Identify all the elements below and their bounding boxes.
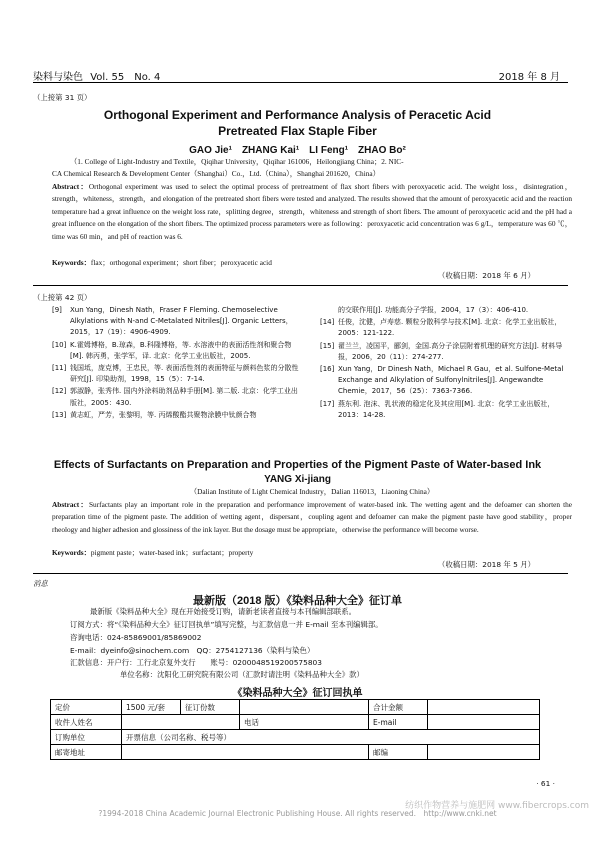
reference-item — [52, 340, 302, 362]
abstract-label: Abstract： — [52, 182, 89, 191]
total-label: 合计金额 — [369, 700, 428, 715]
journal-name: 染料与染色 — [33, 72, 83, 83]
keywords-text: pigment paste；water-based ink；surfactant；property — [90, 548, 254, 557]
article1-authors: GAO Jie¹ ZHANG Kai¹ LI Feng¹ ZHAO Bo² — [189, 145, 406, 156]
article2-keywords — [52, 547, 572, 559]
article1-keywords — [52, 257, 572, 269]
qty-field[interactable] — [240, 700, 369, 715]
section-rule — [33, 285, 568, 286]
references-right-column — [320, 305, 570, 422]
phone-label: 电话 — [244, 717, 259, 727]
reference-item — [52, 386, 302, 408]
watermark: 纺织作物营养与施肥网 www.fibercrops.com — [405, 801, 589, 811]
reference-item — [320, 317, 570, 339]
reference-item — [320, 305, 570, 316]
reference-text: 翟兰兰，凌国平，郦剑，金国.高分子涂层附着机理的研究方法[J]. 材料导报，2006，20（11）：274-277. — [338, 341, 563, 361]
article2-title: Effects of Surfactants on Preparation and Properties of the Pigment Paste of Water-based Ink — [53, 459, 542, 471]
article2-affiliation: （Dalian Institute of Light Chemical Industry，Dalian 116013，Liaoning China） — [189, 487, 435, 496]
price-value: 1500 元/套 — [122, 700, 181, 715]
reference-text: K.霍姆博格，B.琼森，B.科隆博格，等. 水溶液中的表面活性剂和聚合物[M]. 韩丙勇，张学军，译. 北京：化学工业出版社，2005. — [70, 340, 292, 360]
total-field[interactable] — [428, 700, 540, 715]
reference-number: [13] — [52, 410, 67, 419]
copyright-footer: ?1994-2018 China Academic Journal Electronic Publishing House. All rights reserved. http://www.cnki.net — [98, 809, 497, 818]
invoice-label: 开票信息（公司名称、税号等） — [126, 732, 231, 742]
notice-line-2: 订阅方式：将“《染料品种大全》征订回执单”填写完整，与汇款信息一并 E-mail 至本刊编辑部。 — [70, 620, 383, 629]
abstract-text: Orthogonal experiment was used to select the optimal process of pretreatment of flax short fibers with peroxyacetic acid. The weight loss，disintegration，strength，whiteness，strength，and elongation of the pretreated short fibers were tested and analyzed. The results showed that the amount of peroxyacetic acid and the reaction temperature had a great influence on the weight loss rate，splitting degree，strength，whiteness and strength of short fibers. The amount of peroxyacetic acid and the pH had a great influence on the elongation of the short fibers. The optimized process parameters were as following：peroxyacetic acid concentration was 6 g/L，temperature was 60 ℃，time was 60 min，and pH of reaction was 6. — [52, 182, 573, 241]
reference-number: [11] — [52, 364, 67, 373]
notice-line-6: 单位名称：沈阳化工研究院有限公司（汇款时请注明《染料品种大全》款） — [120, 670, 364, 679]
article2-abstract — [52, 499, 572, 536]
header-rule — [33, 82, 568, 83]
reference-number: [15] — [320, 341, 335, 350]
email-label: E-mail — [369, 715, 428, 730]
article2-author: YANG Xi-jiang — [264, 474, 331, 485]
recipient-field[interactable] — [122, 715, 240, 730]
article1-received-date: （收稿日期：2018 年 6 月） — [437, 271, 535, 280]
continued-from-note-2: （上接第 42 页） — [33, 293, 92, 302]
phone-cell[interactable] — [240, 715, 369, 730]
article1-abstract — [52, 181, 572, 243]
article1-title-line1: Orthogonal Experiment and Performance Analysis of Peracetic Acid — [103, 108, 492, 122]
org-label: 订购单位 — [51, 730, 122, 745]
reference-text: Xun Yang，Dinesh Nath，Fraser F Fleming. Chemoselective Alkylations with N-and C-Metalated Nitriles[J]. Organic Letters，2015，17（19）：4906-4909. — [70, 306, 293, 337]
issue-date: 2018 年 8 月 — [498, 72, 560, 83]
email-field[interactable] — [428, 715, 540, 730]
notice-line-4: E-mail：dyeinfo@sinochem.com QQ：2754127136（染料与染色） — [70, 646, 315, 655]
running-header — [33, 68, 160, 83]
price-label: 定价 — [51, 700, 122, 715]
notice-line-1: 最新版《染料品种大全》现在开始接受订购，请新老读者直接与本刊编辑部联系。 — [90, 607, 357, 616]
reference-item — [320, 341, 570, 363]
reference-text: 钱国坻，庞克博，王忠民，等. 表面活性剂的表面特征与颜料色浆的分散性研究[J]. 印染助剂，1998，15（5）：7-14. — [70, 364, 299, 384]
order-form-table — [50, 699, 540, 760]
reference-text: 郭淑静，张秀伟. 国内外涂料助剂品种手册[M]. 第二版. 北京：化学工业出版社，2005：430. — [70, 387, 298, 407]
keywords-label: Keywords： — [52, 548, 91, 557]
reference-number: [16] — [320, 365, 335, 374]
reference-item — [52, 363, 302, 385]
zip-label: 邮编 — [369, 745, 428, 760]
keywords-label: Keywords： — [52, 258, 91, 267]
notice-line-5: 汇款信息：开户行：工行北京复外支行 账号：0200048519200575803 — [70, 658, 322, 667]
zip-field[interactable] — [428, 745, 540, 760]
reference-text: 任俊，沈健，卢寿慈. 颗粒分散科学与技术[M]. 北京：化学工业出版社，2005：121-122. — [338, 318, 562, 338]
reference-item — [320, 364, 570, 398]
references-left-column — [52, 305, 302, 422]
reference-text: 的交联作用[J]. 功能高分子学报，2004，17（3）：406-410. — [338, 306, 529, 314]
section-label-news: 消息 — [33, 579, 48, 588]
article2-received-date: （收稿日期：2018 年 5 月） — [437, 560, 535, 569]
reference-text: 黄志虹，严芳，张黎明，等. 丙烯酸酯共聚物涂膜中钛颜合物 — [70, 410, 257, 419]
reference-number: [10] — [52, 340, 67, 349]
notice-line-3: 咨询电话：024-85869001/85869002 — [70, 633, 202, 642]
address-label: 邮寄地址 — [51, 745, 122, 760]
notice-title: 最新版（2018 版）《染料品种大全》征订单 — [192, 595, 403, 607]
reference-text: Xun Yang，Dr Dinesh Nath，Michael R Gau，et al. Sulfone-Metal Exchange and Alkylation of Sulfonylnitriles[J]. Angewandte Chemie，2017，56（25）：7363-7366. — [338, 365, 564, 396]
reference-item — [320, 399, 570, 421]
reference-number: [14] — [320, 318, 335, 327]
receipt-title: 《染料品种大全》征订回执单 — [232, 688, 363, 699]
abstract-label: Abstract： — [52, 500, 89, 509]
reference-item — [52, 410, 302, 421]
article1-affiliation-2: CA Chemical Research & Development Center（Shanghai）Co.，Ltd.（China），Shanghai 201620，China） — [52, 169, 380, 178]
invoice-field[interactable] — [122, 730, 540, 745]
article1-title-line2: Pretreated Flax Staple Fiber — [218, 124, 377, 138]
reference-number: [9] — [52, 306, 62, 314]
qty-label: 征订份数 — [181, 700, 240, 715]
address-field[interactable] — [122, 745, 369, 760]
recipient-label: 收件人姓名 — [51, 715, 122, 730]
volume-issue: Vol. 55 No. 4 — [90, 72, 161, 83]
reference-number: [17] — [320, 399, 335, 408]
article1-affiliation-1: （1. College of Light-Industry and Textile，Qiqihar University，Qiqihar 161006，Heilongjiang China；2. NIC- — [70, 157, 404, 166]
page-number: · 61 · — [536, 779, 555, 788]
section-rule — [33, 573, 568, 574]
reference-text: 燕东利. 泡沫、乳状液的稳定化及其应用[M]. 北京：化学工业出版社，2013：14-28. — [338, 399, 555, 419]
reference-number: [12] — [52, 387, 67, 396]
abstract-text: Surfactants play an important role in the preparation and performance improvement of water-based ink. The wetting agent and the defoamer can shorten the preparation time of the pigment paste. The addition of wetting agent，dispersant，coupling agent and defoamer can make the pigment paste have good stability，proper rheology and higher adhesion and glossiness of the ink layer. But the dosage must be appropriate，otherwise the performance will become worse. — [52, 500, 572, 534]
continued-from-note: （上接第 31 页） — [33, 93, 92, 102]
reference-item — [52, 305, 302, 339]
keywords-text: flax；orthogonal experiment；short fiber；peroxyacetic acid — [90, 258, 272, 267]
